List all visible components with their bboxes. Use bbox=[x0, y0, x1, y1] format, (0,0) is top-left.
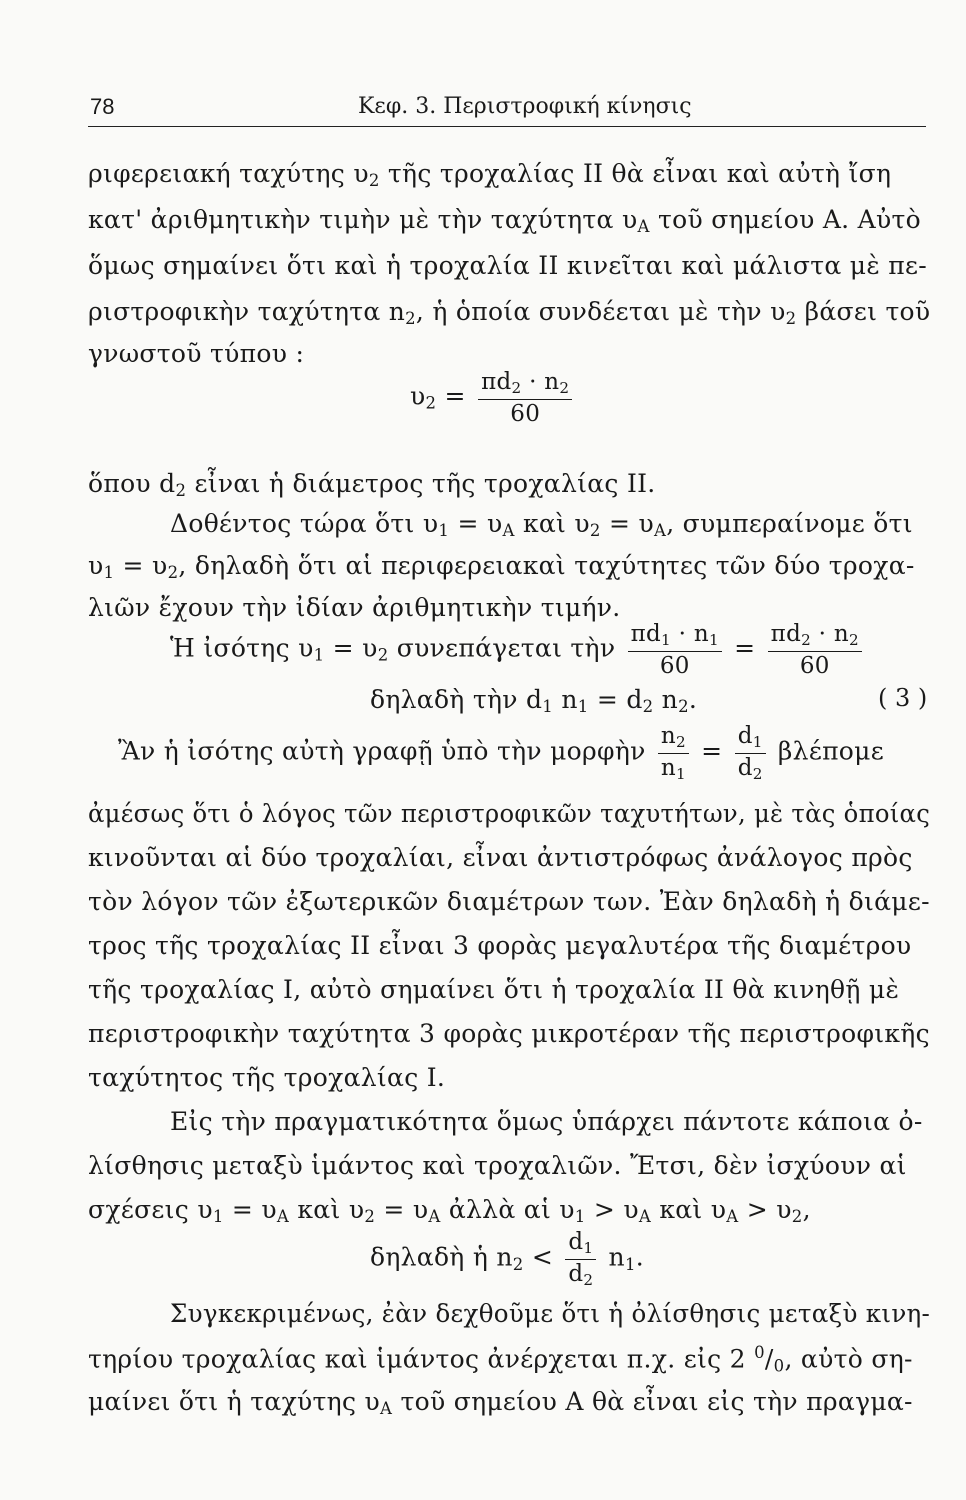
text-line: λιῶν ἔχουν τὴν ἰδίαν ἀριθμητικὴν τιμήν. bbox=[88, 593, 621, 622]
page-number: 78 bbox=[90, 94, 115, 119]
text-line: $\upsilon_1 = \upsilon_2$, δηλαδὴ ὅτι αἱ περιφερειακαὶ ταχύτητες τῶν δύο τροχα- bbox=[88, 551, 915, 583]
text-line: ἀμέσως ὅτι ὁ λόγος τῶν περιστροφικῶν ταχυτήτων, μὲ τὰς ὁποίας bbox=[88, 799, 931, 828]
equation-number: ( 3 ) bbox=[878, 684, 928, 712]
text-line: μαίνει ὅτι ἡ ταχύτης $\upsilon_A$ τοῦ σημείου Α θὰ εἶναι εἰς τὴν πραγμα- bbox=[88, 1387, 913, 1419]
fraction: $\frac{\pi d_2 \cdot n_2}{60}$ bbox=[768, 622, 862, 678]
text-line: κατ' ἀριθμητικὴν τιμὴν μὲ τὴν ταχύτητα $\upsilon_A$ τοῦ σημείου Α. Αὐτὸ bbox=[88, 205, 922, 237]
fraction: $\frac{\pi d_1 \cdot n_1}{60}$ bbox=[628, 622, 722, 678]
text-line: τὸν λόγον τῶν ἐξωτερικῶν διαμέτρων των. Ἐὰν δηλαδὴ ἡ διάμε- bbox=[88, 887, 930, 916]
fraction: $\frac{d_1}{d_2}$ bbox=[735, 724, 766, 782]
text-line: Εἰς τὴν πραγματικότητα ὅμως ὑπάρχει πάντοτε κάποια ὀ- bbox=[170, 1107, 923, 1136]
text-line: σχέσεις $\upsilon_1 = \upsilon_A$ καὶ $\upsilon_2 = \upsilon_A$ ἀλλὰ αἱ $\upsilon_1 > \upsilon_A$ καὶ $\upsilon_A > \upsilon_2$, bbox=[88, 1195, 811, 1227]
text-line: κινοῦνται αἱ δύο τροχαλίαι, εἶναι ἀντιστρόφως ἀνάλογος πρὸς bbox=[88, 843, 913, 872]
text-line: τηρίου τροχαλίας καὶ ἱμάντος ἀνέρχεται π.χ. εἰς 2 $^0/_0$, αὐτὸ ση- bbox=[88, 1343, 913, 1376]
text-line: δηλαδὴ ἡ $n_2$ < $\frac{d_1}{d_2}$ $n_1$. bbox=[370, 1229, 645, 1289]
text-line: τρος τῆς τροχαλίας II εἶναι 3 φορὰς μεγαλυτέρα τῆς διαμέτρου bbox=[88, 931, 912, 960]
text-line: περιστροφικὴν ταχύτητα 3 φορὰς μικροτέραν τῆς περιστροφικῆς bbox=[88, 1019, 930, 1048]
text-line: γνωστοῦ τύπου : bbox=[88, 339, 305, 368]
text-line: ταχύτητος τῆς τροχαλίας I. bbox=[88, 1063, 446, 1092]
text-line: Ἡ ἰσότης $\upsilon_1 = \upsilon_2$ συνεπάγεται τὴν $\frac{\pi d_1 \cdot n_1}{60}$ = $\frac{\pi d_2 \cdot n_2}{60}$ bbox=[170, 622, 866, 678]
text-line: Ἂν ἡ ἰσότης αὐτὴ γραφῇ ὑπὸ τὴν μορφὴν $\frac{n_2}{n_1}$ = $\frac{d_1}{d_2}$ βλέπομε bbox=[118, 723, 884, 783]
text-line: Συγκεκριμένως, ἐὰν δεχθοῦμε ὅτι ἡ ὀλίσθησις μεταξὺ κινη- bbox=[170, 1299, 931, 1328]
formula-speed: $\upsilon_2$ = $\frac{\pi d_2 \cdot n_2}{60}$ bbox=[410, 370, 576, 426]
text-line: ὅμως σημαίνει ὅτι καὶ ἡ τροχαλία II κινεῖται καὶ μάλιστα μὲ πε- bbox=[88, 251, 928, 280]
fraction: $\frac{d_1}{d_2}$ bbox=[565, 1230, 596, 1288]
text-line: ὅπου $d_2$ εἶναι ἡ διάμετρος τῆς τροχαλίας II. bbox=[88, 469, 656, 501]
text-line: ριστροφικὴν ταχύτητα $n_2$, ἡ ὁποία συνδέεται μὲ τὴν $\upsilon_2$ βάσει τοῦ bbox=[88, 297, 931, 329]
text-line: τῆς τροχαλίας I, αὐτὸ σημαίνει ὅτι ἡ τροχαλία II θὰ κινηθῇ μὲ bbox=[88, 975, 900, 1004]
page-header bbox=[88, 86, 926, 127]
fraction: $\frac{\pi d_2 \cdot n_2}{60}$ bbox=[478, 370, 572, 426]
text-line: λίσθησις μεταξὺ ἱμάντος καὶ τροχαλιῶν. Ἔτσι, δὲν ἰσχύουν αἱ bbox=[88, 1151, 907, 1180]
running-head: Κεφ. 3. Περιστροφική κίνησις bbox=[358, 94, 692, 119]
fraction: $\frac{n_2}{n_1}$ bbox=[658, 724, 689, 782]
text-line: ριφερειακή ταχύτης $\upsilon_2$ τῆς τροχαλίας II θὰ εἶναι καὶ αὐτὴ ἴση bbox=[88, 159, 892, 191]
text-line: Δοθέντος τώρα ὅτι $\upsilon_1 = \upsilon_A$ καὶ $\upsilon_2 = \upsilon_A$, συμπεραίνομε ὅτι bbox=[170, 509, 913, 541]
text-line: δηλαδὴ τὴν $d_1$ $n_1 = d_2$ $n_2$. bbox=[370, 685, 698, 717]
